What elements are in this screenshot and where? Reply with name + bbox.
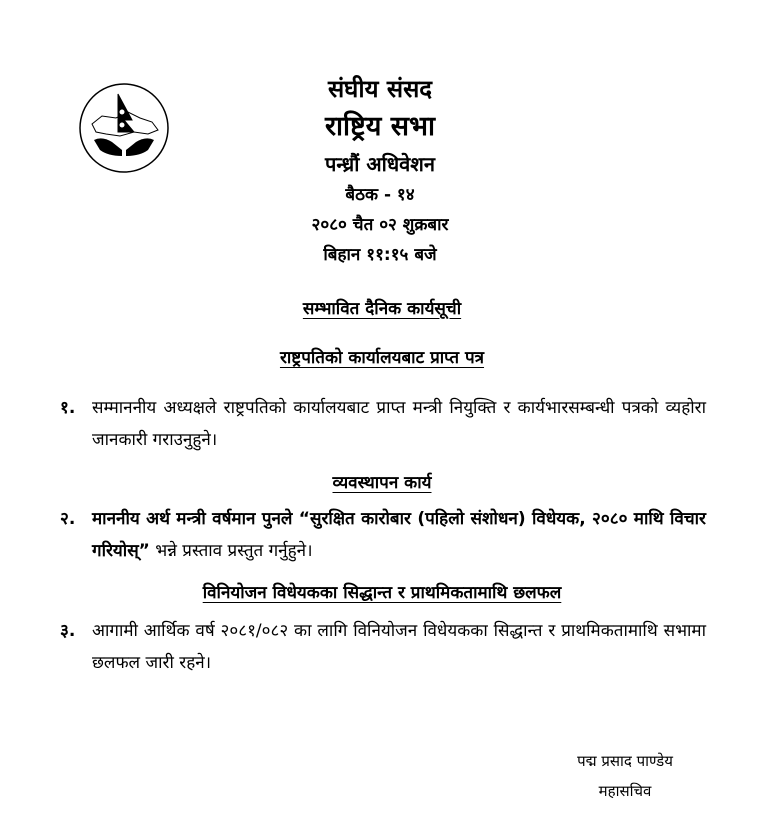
signature-designation: महासचिव [598, 782, 652, 800]
item-number: १. [60, 398, 76, 418]
item-number: ३. [60, 621, 76, 641]
signature-name: पद्म प्रसाद पाण्डेय [577, 752, 673, 770]
item-number: २. [60, 509, 76, 529]
house-name: राष्ट्रिय सभा [324, 111, 436, 142]
item-text-bold: माननीय अर्थ मन्त्री वर्षमान पुनले “सुरक्षित कारोबार (पहिलो संशोधन) विधेयक, २०८० माथि विचार गरियोस्” [92, 509, 706, 561]
item-text-rest: भन्ने प्रस्ताव प्रस्तुत गर्नुहुने। [149, 541, 313, 561]
agenda-item-3 [60, 615, 706, 679]
agenda-title: सम्भावित दैनिक कार्यसूची [302, 299, 462, 319]
section-title-legislative-business: व्यवस्थापन कार्य [332, 473, 432, 493]
meeting-time: बिहान ११:१५ बजे [323, 245, 437, 265]
agenda-item-1 [60, 392, 706, 456]
document-header [180, 72, 580, 270]
item-text [92, 503, 706, 567]
section-title-president-letter: राष्ट्रपतिको कार्यालयबाट प्राप्त पत्र [279, 348, 485, 368]
agenda-item-2 [60, 503, 706, 567]
item-text: आगामी आर्थिक वर्ष २०८१/०८२ का लागि विनियोजन विधेयकका सिद्धान्त र प्राथमिकतामाथि सभामा छलफल जारी रहने। [92, 621, 706, 673]
item-text: सम्माननीय अध्यक्षले राष्ट्रपतिको कार्यालयबाट प्राप्त मन्त्री नियुक्ति र कार्यभारसम्बन्धी पत्रको व्यहोरा जानकारी गराउनुहुने। [92, 398, 706, 450]
parliament-name: संघीय संसद [327, 75, 433, 103]
session-name: पन्ध्रौं अधिवेशन [325, 152, 435, 176]
meeting-number: बैठक - १४ [345, 185, 415, 205]
rastriya-sabha-emblem-icon [78, 82, 170, 174]
meeting-date: २०८० चैत ०२ शुक्रबार [311, 215, 449, 235]
section-title-appropriation-bill: विनियोजन विधेयकका सिद्धान्त र प्राथमिकतामाथि छलफल [202, 583, 562, 603]
